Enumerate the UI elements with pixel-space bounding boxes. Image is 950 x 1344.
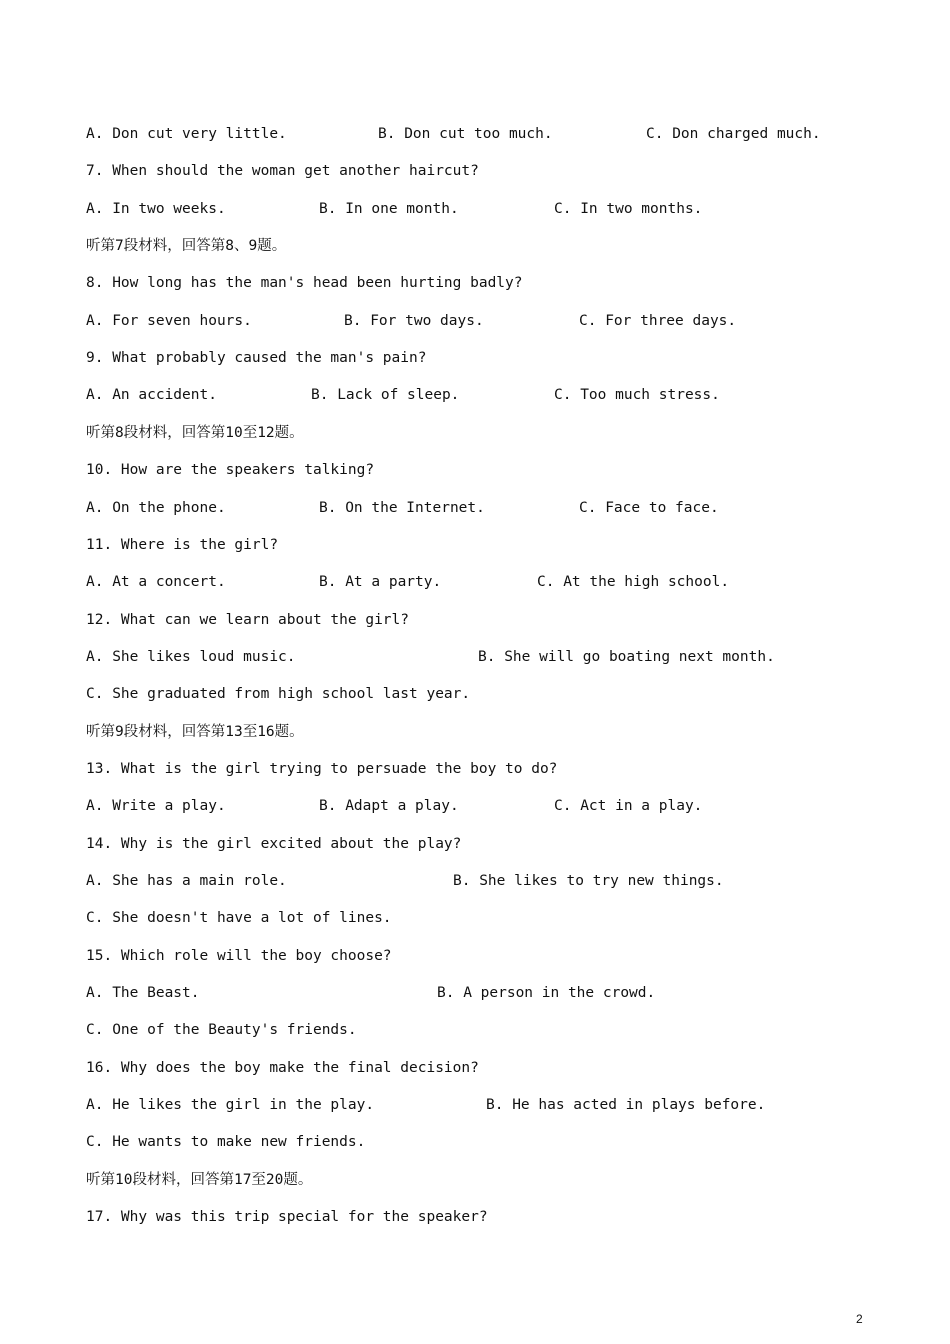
option-a: A. At a concert. [86, 574, 226, 590]
option-a: A. He likes the girl in the play. [86, 1097, 375, 1113]
option-b: B. Lack of sleep. [311, 387, 460, 403]
option-c: C. At the high school. [537, 574, 730, 590]
option-a: A. An accident. [86, 387, 217, 403]
option-c: C. Act in a play. [554, 798, 703, 814]
text-line: C. She graduated from high school last year. [86, 686, 471, 702]
option-b: B. Don cut too much. [378, 126, 553, 142]
options-row [86, 311, 886, 331]
option-a: A. She has a main role. [86, 873, 287, 889]
text-line: C. She doesn't have a lot of lines. [86, 910, 392, 926]
option-c: C. Don charged much. [646, 126, 821, 142]
text-line: 7. When should the woman get another haircut? [86, 163, 479, 179]
text-line: 10. How are the speakers talking? [86, 462, 375, 478]
text-line: 15. Which role will the boy choose? [86, 948, 392, 964]
option-b: B. For two days. [344, 313, 484, 329]
option-b: B. In one month. [319, 201, 459, 217]
option-c: C. For three days. [579, 313, 737, 329]
options-row [86, 1095, 886, 1115]
options-row [86, 647, 886, 667]
text-line: 14. Why is the girl excited about the play? [86, 836, 462, 852]
options-row [86, 498, 886, 518]
options-row [86, 983, 886, 1003]
text-line: 听第10段材料，回答第17至20题。 [86, 1172, 313, 1188]
page-number: 2 [856, 1312, 863, 1326]
option-b: B. Adapt a play. [319, 798, 459, 814]
option-b: B. She will go boating next month. [478, 649, 775, 665]
text-line: 13. What is the girl trying to persuade the boy to do? [86, 761, 558, 777]
option-a: A. Write a play. [86, 798, 226, 814]
text-line: 17. Why was this trip special for the speaker? [86, 1209, 488, 1225]
option-c: C. In two months. [554, 201, 703, 217]
option-b: B. She likes to try new things. [453, 873, 724, 889]
text-line: C. He wants to make new friends. [86, 1134, 366, 1150]
option-a: A. The Beast. [86, 985, 200, 1001]
options-row [86, 385, 886, 405]
option-a: A. In two weeks. [86, 201, 226, 217]
text-line: 9. What probably caused the man's pain? [86, 350, 427, 366]
option-b: B. A person in the crowd. [437, 985, 656, 1001]
text-line: 16. Why does the boy make the final decision? [86, 1060, 479, 1076]
text-line: 12. What can we learn about the girl? [86, 612, 410, 628]
option-a: A. She likes loud music. [86, 649, 296, 665]
options-row [86, 796, 886, 816]
option-b: B. At a party. [319, 574, 442, 590]
options-row [86, 199, 886, 219]
text-line: 11. Where is the girl? [86, 537, 279, 553]
options-row [86, 124, 886, 144]
option-c: C. Too much stress. [554, 387, 720, 403]
options-row [86, 572, 886, 592]
option-a: A. Don cut very little. [86, 126, 287, 142]
text-line: 听第8段材料，回答第10至12题。 [86, 425, 304, 441]
option-a: A. For seven hours. [86, 313, 252, 329]
option-c: C. Face to face. [579, 500, 719, 516]
options-row [86, 871, 886, 891]
text-line: 听第9段材料，回答第13至16题。 [86, 724, 304, 740]
text-line: 8. How long has the man's head been hurting badly? [86, 275, 523, 291]
text-line: 听第7段材料，回答第8、9题。 [86, 238, 287, 254]
text-line: C. One of the Beauty's friends. [86, 1022, 357, 1038]
option-a: A. On the phone. [86, 500, 226, 516]
option-b: B. He has acted in plays before. [486, 1097, 766, 1113]
option-b: B. On the Internet. [319, 500, 485, 516]
